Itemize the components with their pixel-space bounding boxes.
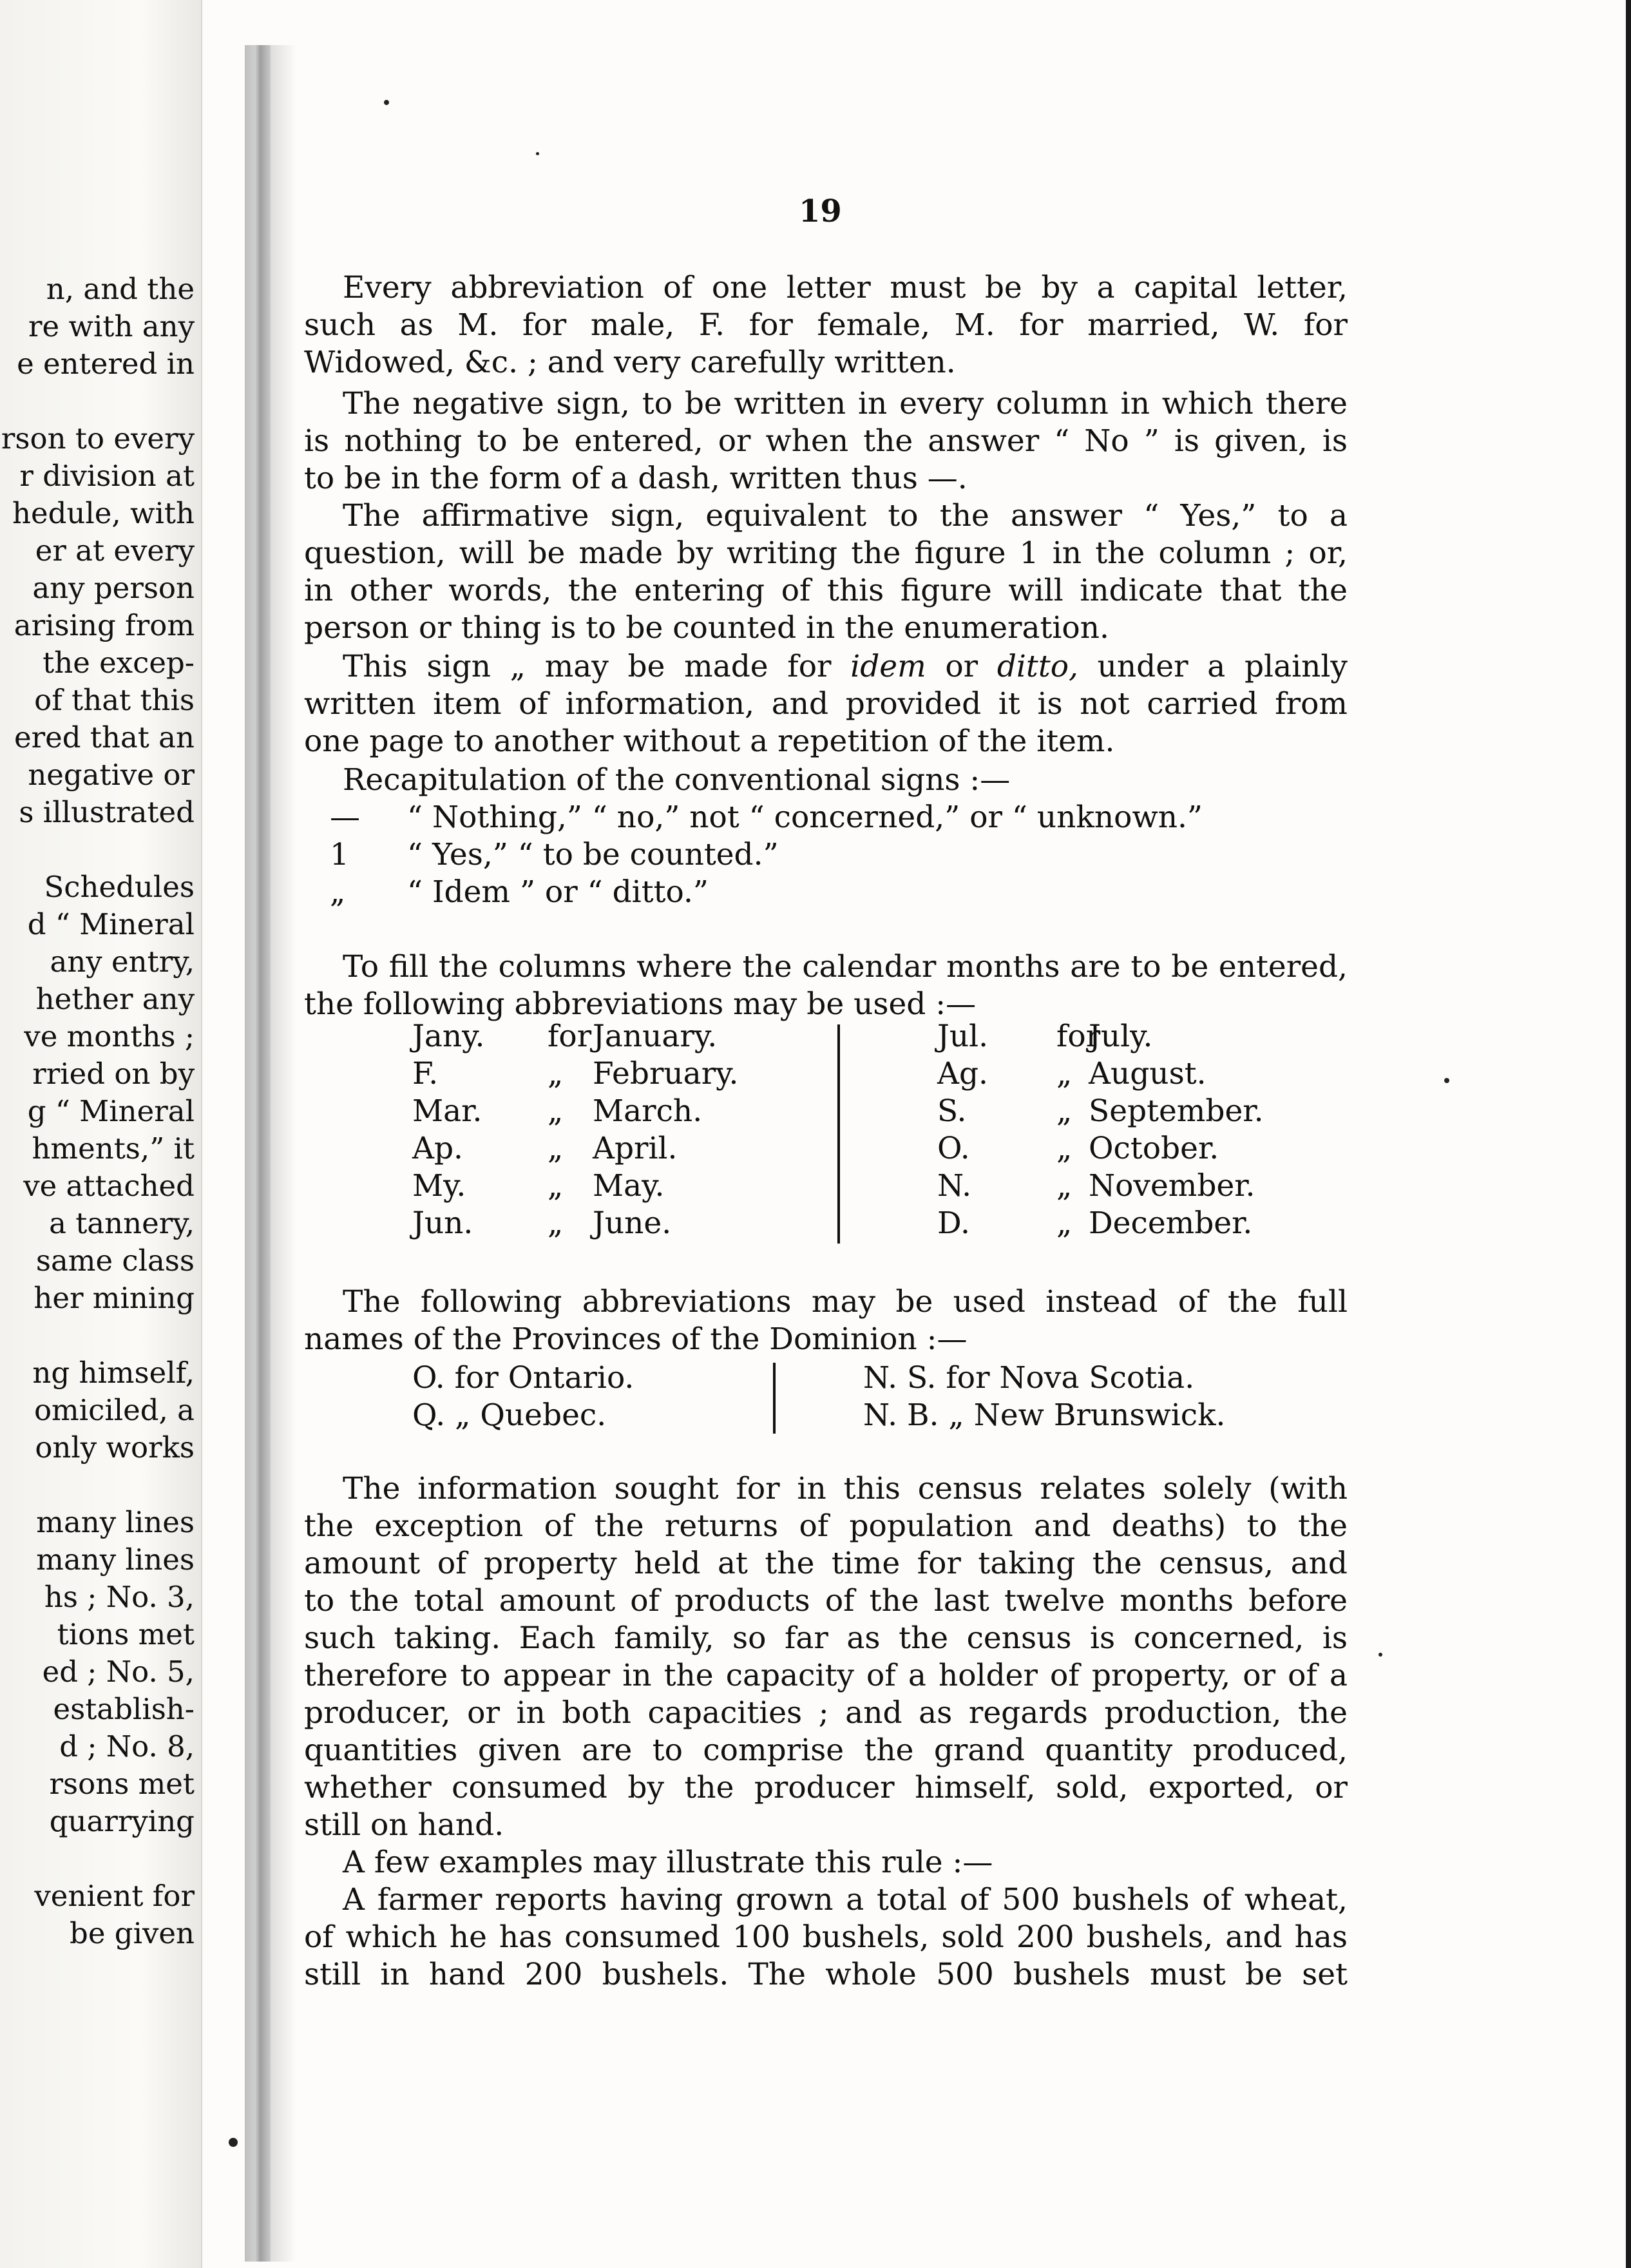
left-page-line: rson to every: [1, 421, 195, 456]
month-name: July.: [1089, 1019, 1153, 1054]
text-line: The information sought for in this census relates solely (with: [343, 1471, 1348, 1506]
province-left: O. for Ontario.: [412, 1360, 634, 1396]
text-line: whether consumed by the producer himself, sold, exported, or: [304, 1770, 1348, 1805]
left-page-line: d “ Mineral: [27, 907, 195, 941]
left-page-line: any person: [32, 571, 195, 605]
sign-symbol: 1: [330, 837, 349, 872]
text-line: question, will be made by writing the figure 1 in the column ; or,: [304, 535, 1348, 571]
month-abbr: Ap.: [412, 1131, 463, 1166]
month-name: February.: [593, 1056, 739, 1091]
left-page-edge: [0, 0, 202, 2268]
text-line: producer, or in both capacities ; and as regards production, the: [304, 1695, 1348, 1731]
province-row: [412, 1397, 1314, 1434]
left-page-line: rsons met: [49, 1767, 195, 1801]
left-page-line: Schedules: [44, 870, 195, 904]
month-row: [412, 1205, 1314, 1242]
text-line: the following abbreviations may be used :—: [304, 986, 977, 1022]
provinces-table: [412, 1360, 1314, 1434]
paragraph-farmer-example: [304, 1881, 1348, 1994]
left-page-line: rried on by: [32, 1057, 195, 1091]
month-abbr: D.: [937, 1206, 970, 1241]
speck-mark: [229, 2138, 238, 2147]
left-page-line: ered that an: [14, 720, 195, 754]
text-line: names of the Provinces of the Dominion :—: [304, 1321, 968, 1357]
left-page-line: her mining: [33, 1281, 195, 1315]
left-page-line: ng himself,: [32, 1356, 195, 1390]
speck-mark: [536, 152, 539, 155]
left-page-line: only works: [35, 1430, 195, 1465]
month-connector: „: [1056, 1093, 1073, 1129]
month-row: [412, 1018, 1314, 1055]
left-page-line: ve months ;: [24, 1019, 195, 1053]
month-connector: „: [1056, 1056, 1073, 1091]
sign-meaning: “ Nothing,” “ no,” not “ concerned,” or “ unknown.”: [407, 800, 1203, 835]
left-page-line: same class: [35, 1244, 195, 1278]
text-line: is nothing to be entered, or when the answer “ No ” is given, is: [304, 423, 1348, 459]
month-abbr: Jul.: [937, 1019, 989, 1054]
left-page-line: many lines: [36, 1505, 195, 1539]
text-fragment: under a plainly: [1078, 649, 1348, 684]
left-page-line: g “ Mineral: [27, 1094, 195, 1128]
text-fragment: This sign „ may be made for: [343, 649, 851, 684]
left-page-line: d ; No. 8,: [59, 1729, 195, 1763]
paragraph-negative-sign: [304, 385, 1348, 497]
months-table: [412, 1018, 1314, 1242]
provinces-intro: [304, 1283, 1348, 1358]
month-connector: „: [1056, 1131, 1073, 1166]
month-row: [412, 1168, 1314, 1205]
month-abbr: Mar.: [412, 1093, 482, 1129]
month-connector: „: [548, 1206, 564, 1241]
text-line: still in hand 200 bushels. The whole 500 bushels must be set: [304, 1957, 1348, 1992]
month-abbr: S.: [937, 1093, 967, 1129]
italic-word: idem: [850, 649, 926, 684]
month-connector: for: [1056, 1019, 1101, 1054]
text-line: person or thing is to be counted in the enumeration.: [304, 610, 1109, 646]
text-line: written item of information, and provided it is not carried from: [304, 686, 1348, 722]
month-name: April.: [593, 1131, 678, 1166]
month-connector: „: [548, 1168, 564, 1204]
month-connector: for: [548, 1019, 592, 1054]
month-name: December.: [1089, 1206, 1253, 1241]
left-page-line: be given: [70, 1916, 195, 1950]
scan-border: [1626, 0, 1631, 2268]
sign-meaning: “ Idem ” or “ ditto.”: [407, 874, 709, 910]
speck-mark: [1378, 1653, 1382, 1657]
left-page-line: the excep-: [43, 646, 195, 680]
book-gutter: [245, 45, 271, 2262]
text-line: such as M. for male, F. for female, M. for married, W. for: [304, 307, 1348, 343]
month-name: September.: [1089, 1093, 1264, 1129]
left-page-line: establish-: [53, 1692, 195, 1726]
month-abbr: My.: [412, 1168, 466, 1204]
text-line: The affirmative sign, equivalent to the answer “ Yes,” to a: [343, 498, 1348, 533]
sign-symbol: —: [330, 800, 360, 835]
left-page-line: arising from: [14, 608, 195, 642]
month-name: August.: [1089, 1056, 1207, 1091]
month-abbr: O.: [937, 1131, 970, 1166]
left-page-line: quarrying: [49, 1804, 195, 1838]
gutter-shadow: [271, 45, 296, 2262]
month-name: October.: [1089, 1131, 1219, 1166]
text-line: The negative sign, to be written in every column in which there: [343, 386, 1348, 421]
month-connector: „: [548, 1056, 564, 1091]
left-page-line: of that this: [34, 683, 195, 717]
province-right: N. S. for Nova Scotia.: [863, 1360, 1195, 1396]
left-page-line: r division at: [19, 459, 195, 493]
left-page-line: a tannery,: [49, 1206, 195, 1240]
month-name: May.: [593, 1168, 665, 1204]
text-line: quantities given are to comprise the grand quantity produced,: [304, 1733, 1348, 1768]
sign-row: [304, 836, 1348, 874]
month-name: June.: [593, 1206, 672, 1241]
month-abbr: Jun.: [412, 1206, 473, 1241]
left-page-line: e entered in: [17, 347, 195, 381]
sign-meaning: “ Yes,” “ to be counted.”: [407, 837, 779, 872]
month-row: [412, 1055, 1314, 1093]
month-connector: „: [548, 1093, 564, 1129]
text-line: to the total amount of products of the last twelve months before: [304, 1583, 1348, 1619]
text-fragment: or: [926, 649, 997, 684]
left-page-line: omiciled, a: [33, 1393, 195, 1427]
paragraph-affirmative-sign: [304, 497, 1348, 647]
text-line: still on hand.: [304, 1807, 504, 1843]
text-line: therefore to appear in the capacity of a holder of property, or of a: [304, 1658, 1348, 1693]
left-page-line: hether any: [35, 982, 195, 1016]
month-name: November.: [1089, 1168, 1255, 1204]
paragraph-abbreviation-rule: [304, 269, 1348, 381]
month-connector: „: [1056, 1206, 1073, 1241]
text-line: to be in the form of a dash, written thus —.: [304, 461, 968, 496]
text-line: the exception of the returns of population and deaths) to the: [304, 1508, 1348, 1544]
month-abbr: Ag.: [937, 1056, 988, 1091]
month-abbr: N.: [937, 1168, 972, 1204]
month-connector: „: [1056, 1168, 1073, 1204]
italic-word: ditto,: [997, 649, 1078, 684]
text-line: [304, 648, 1348, 686]
page-number: 19: [799, 193, 842, 229]
text-line: in other words, the entering of this figure will indicate that the: [304, 573, 1348, 608]
left-page-line: any entry,: [50, 945, 195, 979]
month-row: [412, 1093, 1314, 1130]
sign-row: [304, 874, 1348, 911]
month-row: [412, 1130, 1314, 1168]
left-page-line: venient for: [34, 1879, 195, 1913]
speck-mark: [1444, 1078, 1449, 1083]
left-page-line: tions met: [57, 1617, 195, 1651]
text-line: of which he has consumed 100 bushels, sold 200 bushels, and has: [304, 1919, 1348, 1955]
left-page-line: negative or: [28, 758, 195, 792]
left-page-line: re with any: [28, 309, 195, 343]
province-row: [412, 1360, 1314, 1397]
left-page-line: ve attached: [23, 1169, 195, 1203]
paragraph-ditto-sign: [304, 648, 1348, 760]
months-intro: [304, 948, 1348, 1023]
sign-symbol: „: [330, 874, 346, 910]
paragraph-census-information: [304, 1470, 1348, 1844]
speck-mark: [384, 100, 389, 105]
text-line: A few examples may illustrate this rule :—: [343, 1845, 993, 1880]
left-page-line: n, and the: [46, 272, 195, 306]
province-left: Q. „ Quebec.: [412, 1398, 607, 1433]
left-page-line: hedule, with: [12, 496, 195, 530]
recapitulation-section: [304, 762, 1348, 911]
month-name: March.: [593, 1093, 703, 1129]
month-abbr: F.: [412, 1056, 439, 1091]
text-line: amount of property held at the time for taking the census, and: [304, 1546, 1348, 1581]
paragraph-examples-intro: [304, 1844, 1348, 1881]
month-connector: „: [548, 1131, 564, 1166]
left-page-line: many lines: [36, 1542, 195, 1577]
recap-heading: Recapitulation of the conventional signs :—: [343, 762, 1011, 798]
text-line: Every abbreviation of one letter must be by a capital letter,: [343, 270, 1348, 305]
text-line: To fill the columns where the calendar months are to be entered,: [343, 949, 1348, 985]
left-page-line: ed ; No. 5,: [42, 1655, 195, 1689]
month-abbr: Jany.: [412, 1019, 485, 1054]
province-right: N. B. „ New Brunswick.: [863, 1398, 1226, 1433]
left-page-line: s illustrated: [19, 795, 195, 829]
text-line: Widowed, &c. ; and very carefully written.: [304, 345, 956, 380]
left-page-line: hments,” it: [32, 1131, 195, 1166]
left-page-line: hs ; No. 3,: [44, 1580, 195, 1614]
text-line: such taking. Each family, so far as the census is concerned, is: [304, 1620, 1348, 1656]
left-page-line: er at every: [35, 533, 195, 568]
sign-row: [304, 799, 1348, 836]
month-name: January.: [593, 1019, 718, 1054]
text-line: A farmer reports having grown a total of 500 bushels of wheat,: [343, 1882, 1348, 1917]
text-line: one page to another without a repetition of the item.: [304, 724, 1115, 759]
text-line: The following abbreviations may be used instead of the full: [343, 1284, 1348, 1320]
